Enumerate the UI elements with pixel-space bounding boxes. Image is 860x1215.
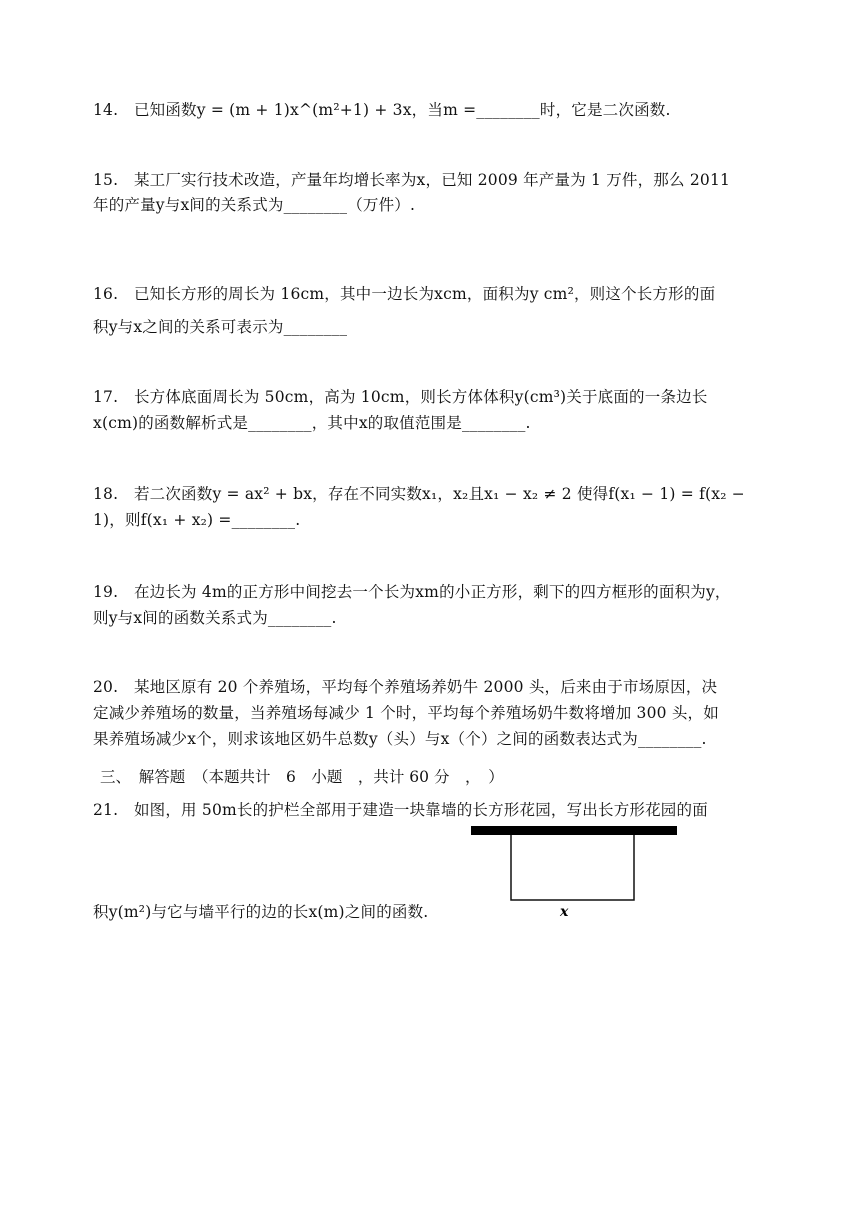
- question-21-line-2: 积y(m²)与它与墙平行的边的长x(m)之间的函数.: [93, 903, 429, 921]
- question-16-line-1: 16. 已知长方形的周长为 16cm，其中一边长为xcm，面积为y cm²，则这个长方形的面: [93, 285, 716, 303]
- question-17-line-2: x(cm)的函数解析式是________，其中x的取值范围是________.: [93, 414, 531, 432]
- figure-label-x: x: [560, 904, 569, 920]
- question-14-line-1: 14. 已知函数y = (m + 1)x^(m²+1) + 3x，当m =________时，它是二次函数.: [93, 101, 671, 119]
- question-20-line-1: 20. 某地区原有 20 个养殖场，平均每个养殖场养奶牛 2000 头，后来由于市场原因，决: [93, 678, 718, 696]
- wall: [471, 826, 677, 835]
- section-3-heading: 三、 解答题 （本题共计 6 小题 ，共计 60 分 ， ）: [100, 768, 504, 786]
- fence-rectangle: [511, 835, 634, 900]
- question-15-line-1: 15. 某工厂实行技术改造，产量年均增长率为x，已知 2009 年产量为 1 万件，那么 2011: [93, 171, 731, 189]
- garden-figure: [468, 822, 680, 922]
- question-15-line-2: 年的产量y与x间的关系式为________（万件）.: [93, 196, 416, 214]
- question-20-line-2: 定减少养殖场的数量，当养殖场每减少 1 个时，平均每个养殖场奶牛数将增加 300 头，如: [93, 704, 719, 722]
- question-20-line-3: 果养殖场减少x个，则求该地区奶牛总数y（头）与x（个）之间的函数表达式为________.: [93, 730, 707, 748]
- question-21-line-1: 21. 如图，用 50m长的护栏全部用于建造一块靠墙的长方形花园，写出长方形花园的面: [93, 801, 708, 819]
- question-18-line-2: 1)，则f(x₁ + x₂) =________.: [93, 511, 301, 529]
- question-16-line-2: 积y与x之间的关系可表示为________: [93, 318, 348, 336]
- question-17-line-1: 17. 长方体底面周长为 50cm，高为 10cm，则长方体体积y(cm³)关于底面的一条边长: [93, 388, 708, 406]
- question-19-line-2: 则y与x间的函数关系式为________.: [93, 609, 337, 627]
- question-18-line-1: 18. 若二次函数y = ax² + bx，存在不同实数x₁，x₂且x₁ − x₂ ≠ 2 使得f(x₁ − 1) = f(x₂ −: [93, 485, 745, 503]
- question-19-line-1: 19. 在边长为 4m的正方形中间挖去一个长为xm的小正方形，剩下的四方框形的面积为y，: [93, 583, 731, 601]
